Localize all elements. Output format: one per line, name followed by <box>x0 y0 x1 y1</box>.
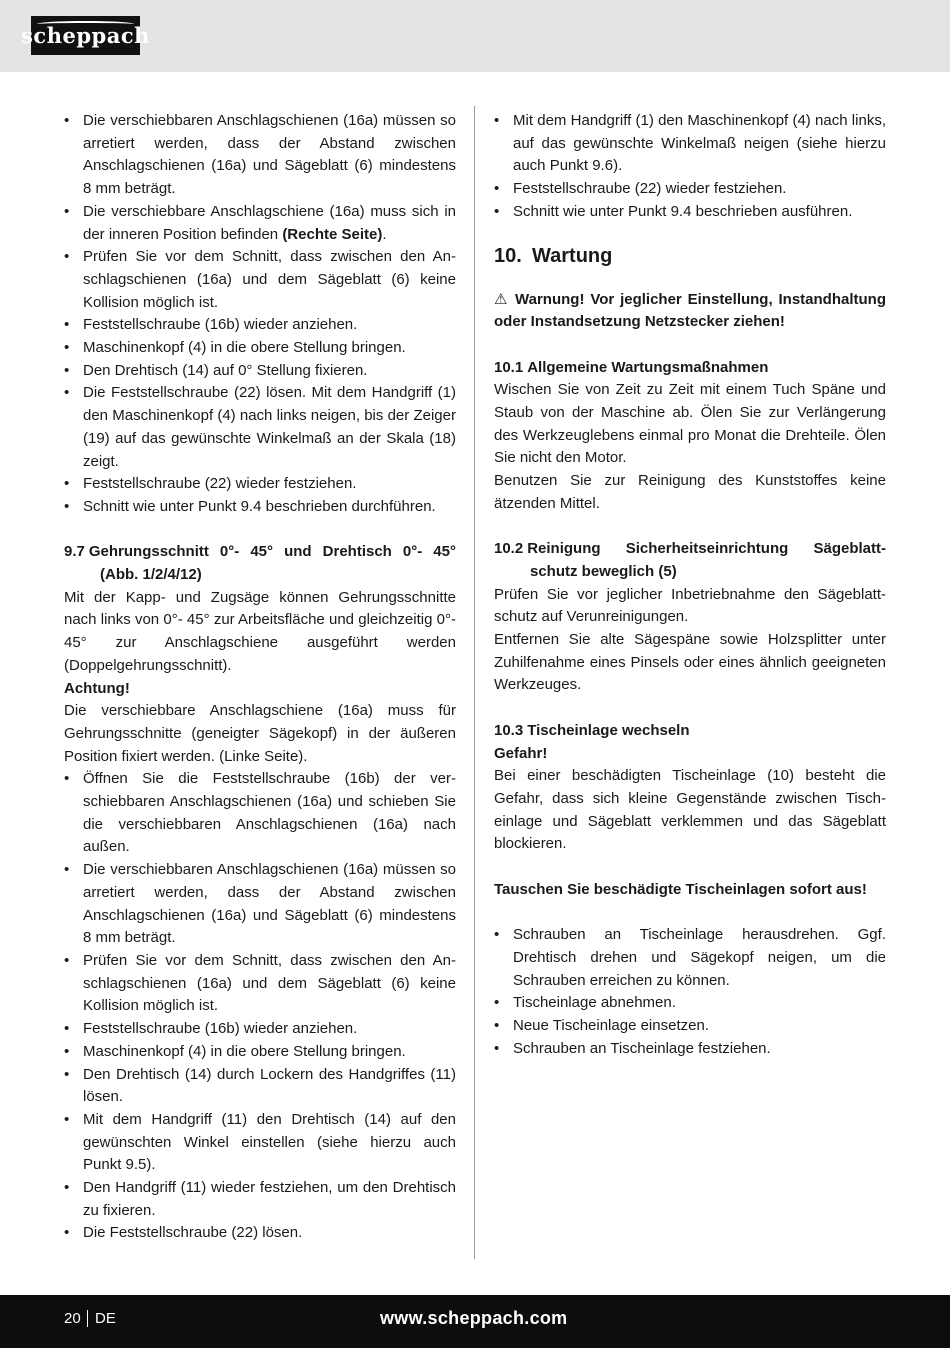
section-heading-9-7: 9.7 Gehrungsschnitt 0°- 45° und Drehtisch 0°- 45° (Abb. 1/2/4/12) <box>64 543 456 584</box>
paragraph: Entfernen Sie alte Sägespäne sowie Holzsplitter unter Zuhilfenahme eines Pinsels oder eines ähnlich geeigneten Werkzeuges. <box>494 631 886 694</box>
list-item: • Feststellschraube (16b) wieder anziehen. <box>64 1018 456 1041</box>
list-item: • Schnitt wie unter Punkt 9.4 beschrieben durchführen. <box>64 496 456 519</box>
list-item: • Maschinenkopf (4) in die obere Stellung bringen. <box>64 1041 456 1064</box>
language-code: DE <box>95 1310 116 1327</box>
chapter-heading-10: 10. Wartung <box>494 244 613 267</box>
right-column <box>494 110 886 1060</box>
left-column <box>64 110 456 1245</box>
list-item: • Den Handgriff (11) wieder festziehen, um den Drehtisch zu fixieren. <box>64 1177 456 1222</box>
bullet-list-2 <box>64 768 456 1245</box>
list-item: • Neue Tischeinlage einsetzen. <box>494 1015 886 1038</box>
list-item: • Maschinenkopf (4) in die obere Stellung bringen. <box>64 337 456 360</box>
logo-text: scheppach <box>21 23 150 48</box>
page-number: 20 <box>64 1310 81 1327</box>
bold-instruction: Tauschen Sie beschädigte Tischeinlagen sofort aus! <box>494 880 867 898</box>
column-divider <box>474 106 475 1259</box>
bullet-list-4 <box>494 924 886 1060</box>
website-url: www.scheppach.com <box>380 1308 568 1328</box>
paragraph: Wischen Sie von Zeit zu Zeit mit einem Tuch Späne und Staub von der Maschine ab. Ölen Sie zur Verlängerung des Werkzeuglebens einmal pro Monat die Drehteile. Ölen Sie nicht den Motor. <box>494 381 886 467</box>
list-item: • Feststellschraube (16b) wieder anziehen. <box>64 314 456 337</box>
list-item: • Den Drehtisch (14) durch Lockern des Handgriffes (11) lösen. <box>64 1064 456 1109</box>
paragraph: Bei einer beschädigten Tischeinlage (10) besteht die Gefahr, dass sich kleine Gegenstände zwischen Tischeinlage und Sägeblatt verklemmen und das Sägeblatt blockieren. <box>494 767 886 853</box>
list-item: • Öffnen Sie die Feststellschraube (16b) der verschiebbaren Anschlagschienen (16a) und schieben Sie die verschiebbaren Anschlagschienen (16a) nach außen. <box>64 768 456 859</box>
paragraph: Die verschiebbare Anschlagschiene (16a) muss für Gehrungsschnitte (geneigter Sägekopf) in der äußeren Position fixiert werden. (Linke Seite). <box>64 702 456 765</box>
list-item: • Tischeinlage abnehmen. <box>494 992 886 1015</box>
paragraph: Benutzen Sie zur Reinigung des Kunststoffes keine ätzenden Mittel. <box>494 472 886 512</box>
list-item: • Die verschiebbaren Anschlagschienen (16a) müssen so arretiert werden, dass der Abstand zwischen Anschlagschienen (16a) und Sägeblatt (6) mindestens 8 mm beträgt. <box>64 110 456 201</box>
section-heading-10-3: 10.3 Tischeinlage wechseln <box>494 721 690 739</box>
warning-notice: ⚠ Warnung! Vor jeglicher Einstellung, Instandhaltung oder Instandsetzung Netzstecker ziehen! <box>494 290 886 331</box>
page-header <box>0 0 950 72</box>
danger-label: Gefahr! <box>494 744 548 762</box>
warning-triangle-icon: ⚠ <box>494 290 510 308</box>
list-item: • Feststellschraube (22) wieder festziehen. <box>64 473 456 496</box>
scheppach-logo <box>21 16 150 55</box>
list-item: • Die verschiebbare Anschlagschiene (16a) muss sich in der inneren Position befinden (Rechte Seite). <box>64 201 456 246</box>
section-heading-10-2: 10.2 Reinigung Sicherheitseinrichtung Sägeblattschutz beweglich (5) <box>494 540 886 580</box>
bold-text: (Rechte Seite) <box>282 225 383 243</box>
list-item: • Die Feststellschraube (22) lösen. Mit dem Handgriff (1) den Maschinenkopf (4) nach links neigen, bis der Zeiger (19) auf das gewünschte Winkelmaß an der Skala (18) zeigt. <box>64 382 456 473</box>
list-item: • Feststellschraube (22) wieder festziehen. <box>494 178 886 201</box>
list-item: • Schrauben an Tischeinlage herausdrehen. Ggf. Drehtisch drehen und Sägekopf neigen, um die Schrauben erreichen zu können. <box>494 924 886 992</box>
list-item: • Prüfen Sie vor dem Schnitt, dass zwischen den Anschlagschienen (16a) und dem Sägeblatt (6) keine Kollision möglich ist. <box>64 950 456 1018</box>
paragraph: Mit der Kapp- und Zugsäge können Gehrungsschnitte nach links von 0°- 45° zur Arbeitsfläche und gleichzeitig 0°- 45° zur Anschlagschiene ausgeführt werden (Doppelgehrungsschnitt). <box>64 588 456 674</box>
list-item: • Mit dem Handgriff (1) den Maschinenkopf (4) nach links, auf das gewünschte Winkelmaß neigen (siehe hierzu auch Punkt 9.6). <box>494 110 886 178</box>
attention-label: Achtung! <box>64 679 130 697</box>
list-item: • Die Feststellschraube (22) lösen. <box>64 1222 456 1245</box>
list-item: • Schnitt wie unter Punkt 9.4 beschrieben ausführen. <box>494 201 886 224</box>
bullet-list-3 <box>494 110 886 224</box>
list-item: • Den Drehtisch (14) auf 0° Stellung fixieren. <box>64 360 456 383</box>
section-heading-10-1: 10.1 Allgemeine Wartungsmaßnahmen <box>494 358 769 376</box>
page-footer <box>0 1295 950 1348</box>
list-item: • Die verschiebbaren Anschlagschienen (16a) müssen so arretiert werden, dass der Abstand zwischen Anschlagschienen (16a) und Sägeblatt (6) mindestens 8 mm beträgt. <box>64 859 456 950</box>
list-item: • Mit dem Handgriff (11) den Drehtisch (14) auf den gewünschten Winkel einstellen (siehe hierzu auch Punkt 9.5). <box>64 1109 456 1177</box>
footer-separator <box>87 1310 88 1327</box>
paragraph: Prüfen Sie vor jeglicher Inbetriebnahme den Sägeblattschutz auf Verunreinigungen. <box>494 585 886 626</box>
bullet-list-1 <box>64 110 456 519</box>
list-item: • Schrauben an Tischeinlage festziehen. <box>494 1038 886 1061</box>
logo-swoosh-icon <box>37 21 134 27</box>
list-item: • Prüfen Sie vor dem Schnitt, dass zwischen den Anschlagschienen (16a) und dem Sägeblatt (6) keine Kollision möglich ist. <box>64 246 456 314</box>
